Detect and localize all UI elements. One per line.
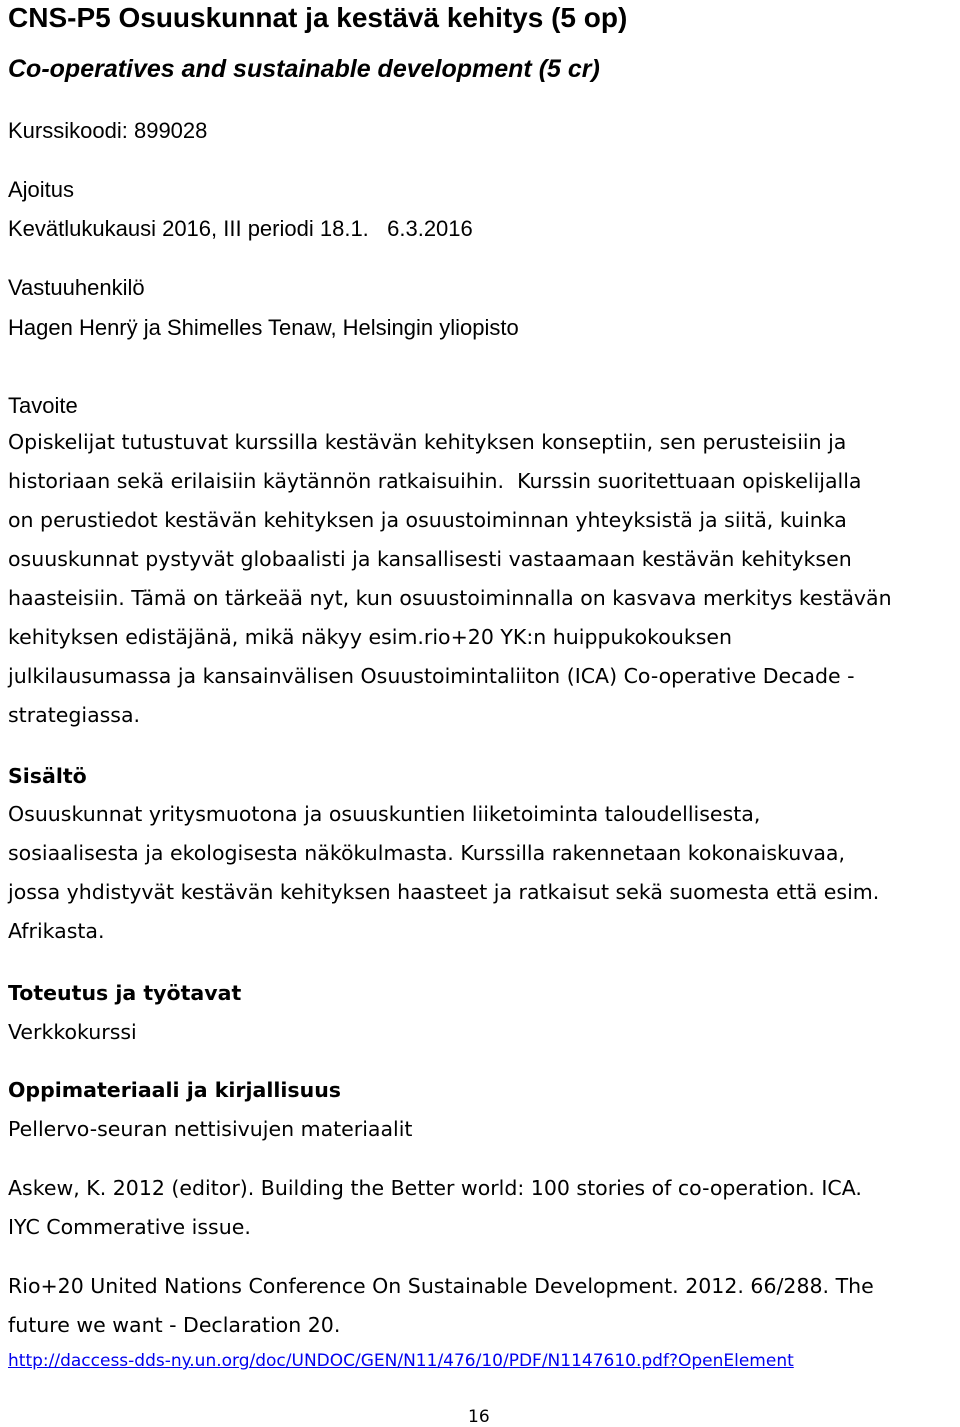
reference-line: Askew, K. 2012 (editor). Building the Better world: 100 stories of co-operation. ICA. [8, 1176, 862, 1200]
content-paragraph [8, 795, 958, 951]
implementation-heading: Toteutus ja työtavat [8, 981, 242, 1005]
goal-line: historiaan sekä erilaisiin käytännön ratkaisuihin. Kurssin suoritettuaan opiskelijalla [8, 469, 862, 493]
document-subtitle: Co-operatives and sustainable development (5 cr) [8, 55, 600, 83]
goal-line: julkilausumassa ja kansainvälisen Osuustoimintaliiton (ICA) Co-operative Decade - [8, 664, 855, 688]
timing-heading: Ajoitus [8, 177, 75, 202]
reference-line: Rio+20 United Nations Conference On Sustainable Development. 2012. 66/288. The [8, 1274, 874, 1298]
goal-line: haasteisiin. Tämä on tärkeää nyt, kun osuustoiminnalla on kasvava merkitys kestävän [8, 586, 892, 610]
goal-line: osuuskunnat pystyvät globaalisti ja kansallisesti vastaamaan kestävän kehityksen [8, 547, 852, 571]
goal-line: kehityksen edistäjänä, mikä näkyy esim.rio+20 YK:n huippukokouksen [8, 625, 732, 649]
document-title: CNS-P5 Osuuskunnat ja kestävä kehitys (5 op) [8, 2, 628, 33]
reference-askew [8, 1169, 958, 1247]
course-code-value: 899028 [133, 118, 208, 143]
content-line: sosiaalisesta ja ekologisesta näkökulmasta. Kurssilla rakennetaan kokonaiskuvaa, [8, 841, 846, 865]
goal-line: Opiskelijat tutustuvat kurssilla kestävän kehityksen konseptiin, sen perusteisiin ja [8, 430, 847, 454]
timing-text: Kevätlukukausi 2016, III periodi 18.1. 6.3.2016 [8, 216, 473, 241]
content-line: Osuuskunnat yritysmuotona ja osuuskuntien liiketoiminta taloudellisesta, [8, 802, 761, 826]
page-number: 16 [468, 1407, 490, 1427]
content-line: jossa yhdistyvät kestävän kehityksen haasteet ja ratkaisut sekä suomesta että esim. [8, 880, 880, 904]
goal-line: on perustiedot kestävän kehityksen ja osuustoiminnan yhteyksistä ja siitä, kuinka [8, 508, 847, 532]
implementation-text: Verkkokurssi [8, 1020, 137, 1044]
responsible-text: Hagen Henrÿ ja Shimelles Tenaw, Helsingin yliopisto [8, 315, 519, 340]
goal-line: strategiassa. [8, 703, 141, 727]
materials-text: Pellervo-seuran nettisivujen materiaalit [8, 1117, 413, 1141]
content-line: Afrikasta. [8, 919, 105, 943]
materials-heading: Oppimateriaali ja kirjallisuus [8, 1078, 341, 1102]
goal-paragraph [8, 423, 958, 735]
content-heading: Sisältö [8, 764, 87, 788]
responsible-heading: Vastuuhenkilö [8, 275, 145, 300]
course-code [8, 118, 207, 144]
reference-link[interactable]: http://daccess-dds-ny.un.org/doc/UNDOC/GEN/N11/476/10/PDF/N1147610.pdf?OpenElement [8, 1351, 794, 1371]
goal-heading: Tavoite [8, 393, 78, 418]
course-code-label: Kurssikoodi: [8, 118, 128, 143]
reference-line: IYC Commerative issue. [8, 1215, 251, 1239]
reference-rio [8, 1267, 958, 1345]
reference-line: future we want - Declaration 20. [8, 1313, 341, 1337]
